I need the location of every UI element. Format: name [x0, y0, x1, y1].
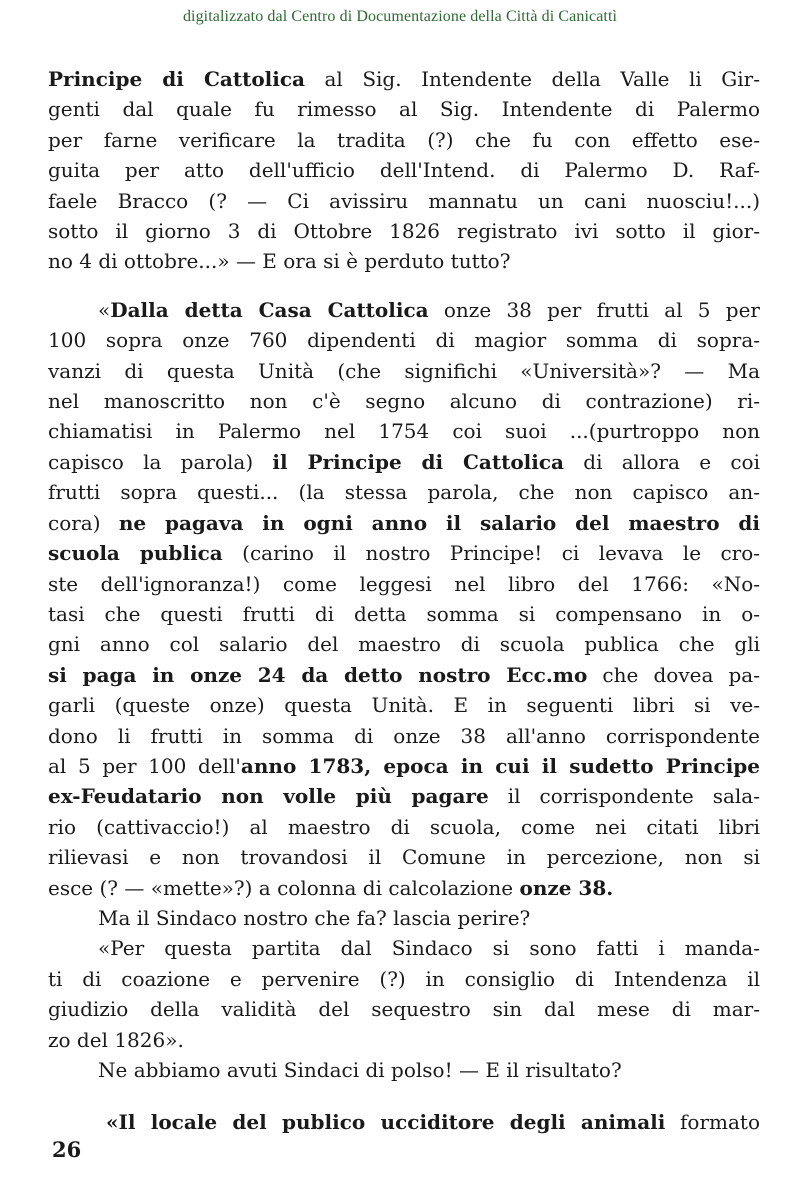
text-line: faele Bracco (? — Ci avissiru mannatu un cani nuosciu!...)	[48, 188, 760, 213]
paragraph-gap	[48, 1085, 760, 1107]
text-line: si paga in onze 24 da detto nostro Ecc.mo che dovea pa-	[48, 662, 760, 687]
text-line: Principe di Cattolica al Sig. Intendente della Valle li Gir-	[48, 67, 760, 91]
text-line: «Dalla detta Casa Cattolica onze 38 per frutti al 5 per	[98, 297, 760, 322]
text-line: Ne abbiamo avuti Sindaci di polso! — E il risultato?	[98, 1058, 622, 1082]
paragraph-3	[48, 903, 760, 933]
text-line: per farne verificare la tradita (?) che fu con effetto ese-	[48, 127, 760, 152]
text-line: capisco la parola) il Principe di Cattolica di allora e coi	[48, 449, 760, 474]
text-line: giudizio della validità del sequestro sin dal mese di mar-	[48, 997, 760, 1022]
text-line: ste dell'ignoranza!) come leggesi nel libro del 1766: «No-	[48, 571, 760, 596]
text-line: guita per atto dell'ufficio dell'Intend. di Palermo D. Raf-	[48, 158, 760, 183]
text-line: genti dal quale fu rimesso al Sig. Intendente di Palermo	[48, 97, 760, 122]
text-line: «Per questa partita dal Sindaco si sono fatti i manda-	[98, 936, 760, 961]
digitization-watermark: digitalizzato dal Centro di Documentazione della Città di Canicattì	[182, 8, 618, 25]
paragraph-5	[48, 1055, 760, 1085]
text-line: ti di coazione e pervenire (?) in consiglio di Intendenza il	[48, 966, 760, 991]
text-line: zo del 1826».	[48, 1027, 184, 1052]
text-line: garli (queste onze) questa Unità. E in seguenti libri si ve-	[48, 693, 760, 718]
text-line: esce (? — «mette»?) a colonna di calcolazione onze 38.	[48, 875, 614, 900]
text-line: rilievasi e non trovandosi il Comune in percezione, non si	[48, 845, 760, 870]
page-number: 26	[52, 1137, 82, 1162]
text-line: Ma il Sindaco nostro che fa? lascia perire?	[98, 905, 531, 930]
text-line: ex-Feudatario non volle più pagare il corrispondente sala-	[48, 784, 760, 809]
paragraph-1	[48, 64, 760, 277]
text-line: «Il locale del publico ucciditore degli animali formato	[106, 1110, 760, 1135]
text-line: frutti sopra questi... (la stessa parola, che non capisco an-	[48, 480, 760, 505]
text-line: vanzi di questa Unità (che significhi «Università»? — Ma	[48, 358, 760, 383]
text-line: gni anno col salario del maestro di scuola publica che gli	[48, 632, 760, 657]
paragraph-6	[48, 1107, 760, 1137]
text-line: 100 sopra onze 760 dipendenti di magior somma di sopra-	[48, 328, 760, 353]
text-line: rio (cattivaccio!) al maestro di scuola, come nei citati libri	[48, 814, 760, 839]
paragraph-4	[48, 933, 760, 1055]
text-line: dono li frutti in somma di onze 38 all'anno corrispondente	[48, 723, 760, 748]
text-line: scuola publica (carino il nostro Principe! ci levava le cro-	[48, 541, 760, 566]
text-line: cora) ne pagava in ogni anno il salario del maestro di	[48, 510, 760, 535]
text-line: chiamatisi in Palermo nel 1754 coi suoi ...(purtroppo non	[48, 419, 760, 444]
paragraph-2	[48, 295, 760, 903]
text-line: no 4 di ottobre...» — E ora si è perduto tutto?	[48, 249, 511, 274]
text-line: al 5 per 100 dell'anno 1783, epoca in cui il sudetto Principe	[48, 753, 760, 778]
paragraph-gap	[48, 277, 760, 295]
text-line: nel manoscritto non c'è segno alcuno di contrazione) ri-	[48, 389, 760, 414]
text-line: tasi che questi frutti di detta somma si compensano in o-	[48, 601, 760, 626]
page-body	[48, 64, 760, 1138]
text-line: sotto il giorno 3 di Ottobre 1826 registrato ivi sotto il gior-	[48, 219, 760, 244]
